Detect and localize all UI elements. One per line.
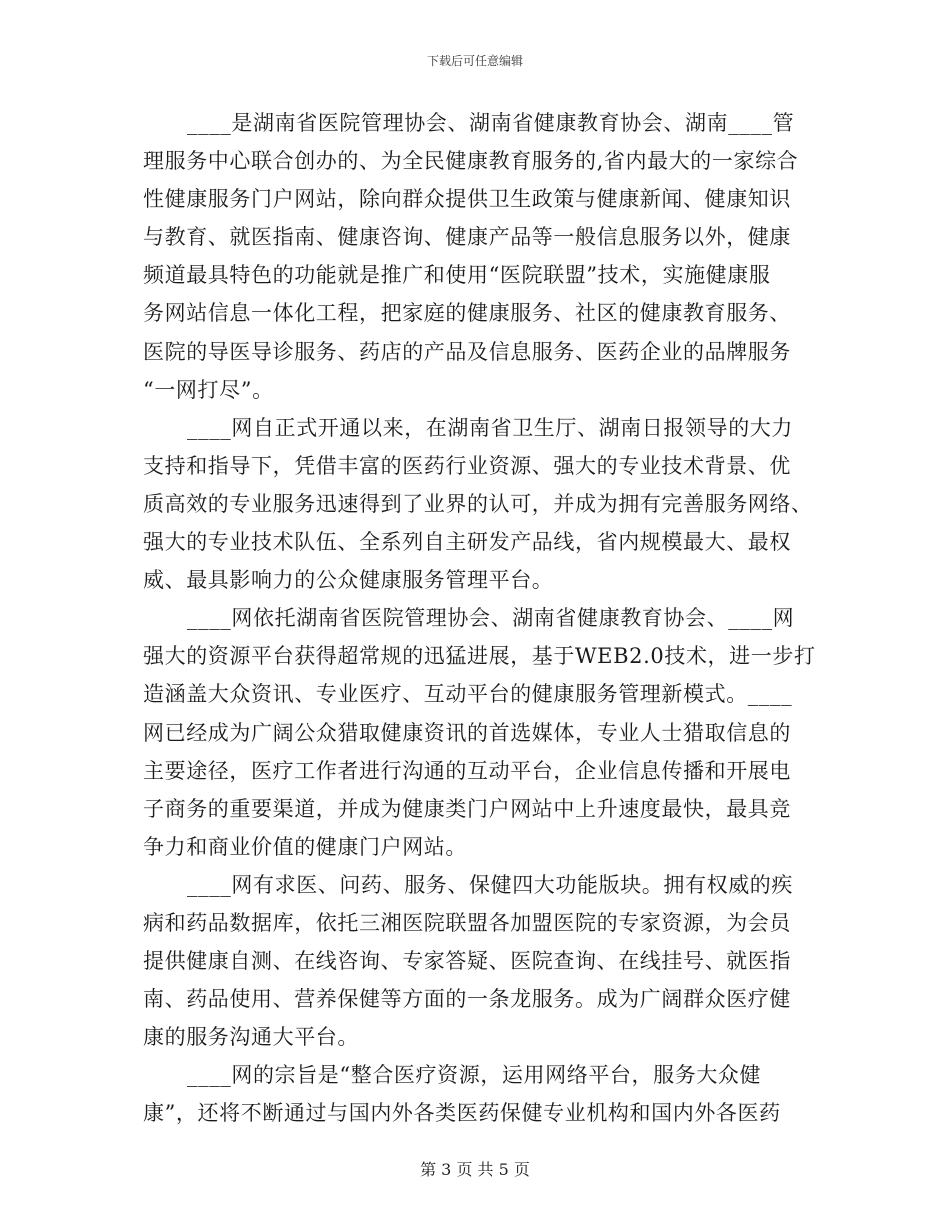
document-body xyxy=(143,104,816,1133)
text-line: ____网依托湖南省医院管理协会、湖南省健康教育协会、____网 xyxy=(187,606,795,631)
text-line: ____网的宗旨是“整合医疗资源，运用网络平台，服务大众健 xyxy=(187,1063,762,1088)
text-line: 提供健康自测、在线咨询、专家答疑、医院查询、在线挂号、就医指 xyxy=(143,949,791,974)
text-line: ____是湖南省医院管理协会、湖南省健康教育协会、湖南____管 xyxy=(187,111,795,135)
text-line: 务网站信息一体化工程，把家庭的健康服务、社区的健康教育服务、 xyxy=(143,301,791,326)
text-line: 南、药品使用、营养保健等方面的一条龙服务。成为广阔群众医疗健 xyxy=(143,987,791,1012)
text-line: 支持和指导下，凭借丰富的医药行业资源、强大的专业技术背景、优 xyxy=(143,453,791,478)
text-line: “一网打尽”。 xyxy=(143,377,274,402)
text-line: 质高效的专业服务迅速得到了业界的认可，并成为拥有完善服务网络、 xyxy=(143,491,813,516)
text-line: 强大的专业技术队伍、全系列自主研发产品线，省内规模最大、最权 xyxy=(143,530,791,555)
page-footer: 第 3 页 共 5 页 xyxy=(420,1160,530,1179)
text-line: 主要途径，医疗工作者进行沟通的互动平台，企业信息传播和开展电 xyxy=(143,758,791,783)
text-line: ____网有求医、问药、服务、保健四大功能版块。拥有权威的疾 xyxy=(187,872,793,897)
text-line: 性健康服务门户网站，除向群众提供卫生政策与健康新闻、健康知识 xyxy=(143,187,791,212)
text-line: 康”，还将不断通过与国内外各类医药保健专业机构和国内外各医药 xyxy=(143,1101,781,1126)
text-line: 争力和商业价值的健康门户网站。 xyxy=(143,834,467,859)
text-line: 病和药品数据库，依托三湘医院联盟各加盟医院的专家资源，为会员 xyxy=(143,910,791,935)
text-line: 网已经成为广阔公众猎取健康资讯的首选媒体，专业人士猎取信息的 xyxy=(143,720,791,745)
page-header: 下载后可任意编辑 xyxy=(426,54,523,68)
text-line: ____网自正式开通以来，在湖南省卫生厅、湖南日报领导的大力 xyxy=(187,415,793,440)
text-line: 威、最具影响力的公众健康服务管理平台。 xyxy=(143,568,554,593)
text-line: 强大的资源平台获得超常规的迅猛进展，基于WEB2.0技术，进一步打 xyxy=(143,644,816,669)
text-line: 康的服务沟通大平台。 xyxy=(143,1025,359,1050)
text-line: 子商务的重要渠道，并成为健康类门户网站中上升速度最快，最具竞 xyxy=(143,796,791,821)
text-line: 理服务中心联合创办的、为全民健康教育服务的,省内最大的一家综合 xyxy=(143,149,799,174)
text-line: 医院的导医导诊服务、药店的产品及信息服务、医药企业的品牌服务 xyxy=(143,339,791,364)
text-line: 频道最具特色的功能就是推广和使用“医院联盟”技术，实施健康服 xyxy=(143,263,771,288)
text-line: 造涵盖大众资讯、专业医疗、互动平台的健康服务管理新模式。____ xyxy=(143,682,793,707)
text-line: 与教育、就医指南、健康咨询、健康产品等一般信息服务以外，健康 xyxy=(143,225,791,250)
